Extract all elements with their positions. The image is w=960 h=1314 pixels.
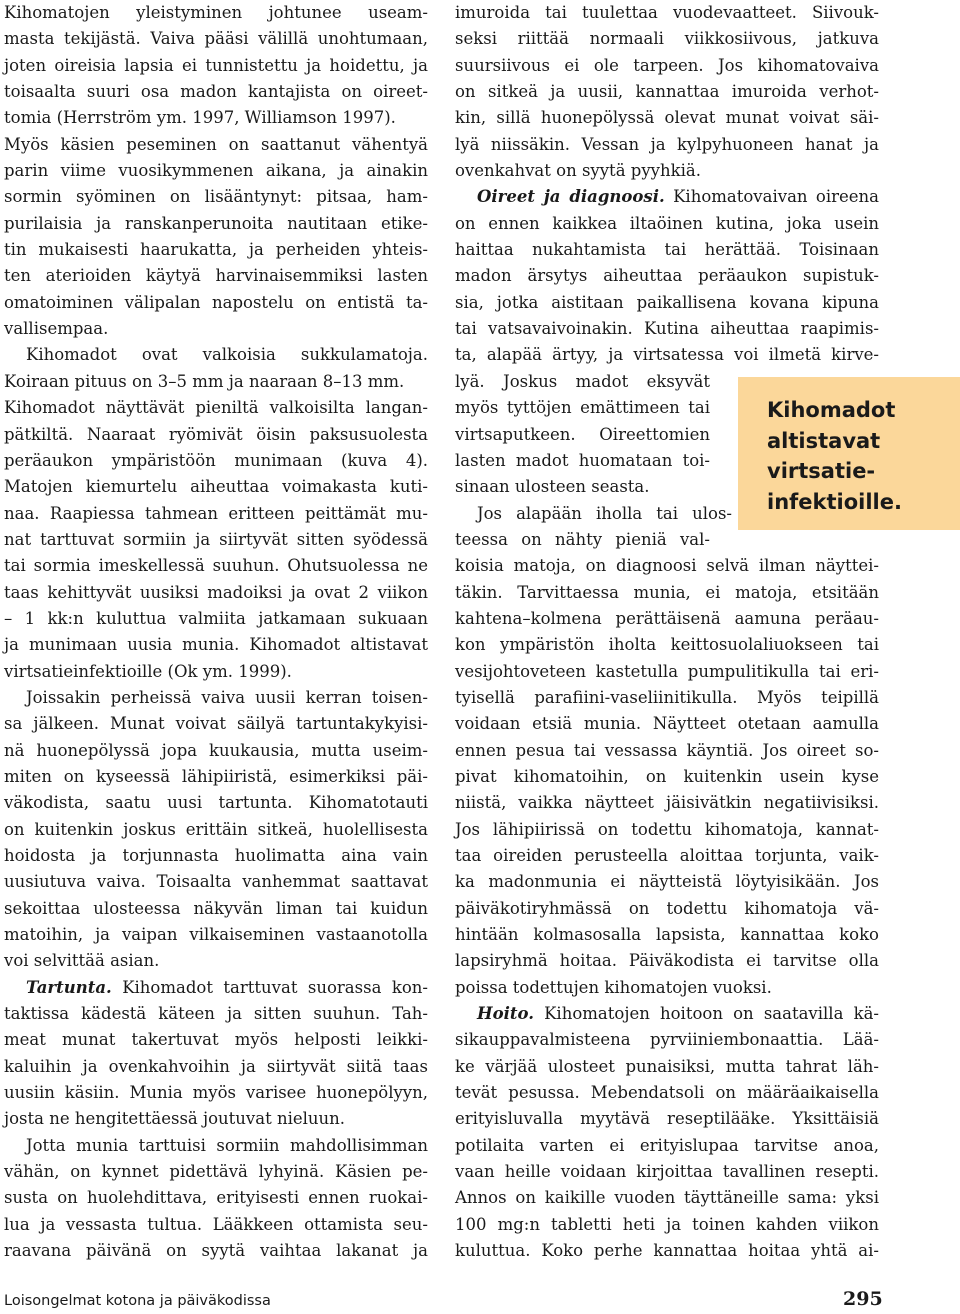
right-column-text-line: tai vatsavaivoinakin. Kutina aiheuttaa raapimis- [455,319,879,339]
left-column-text-line: sa jälkeen. Munat voivat säilyä tartuntakykyisi- [4,714,428,734]
left-column-text-line: sormin syöminen on lisääntynyt: pitsaa, ham- [4,187,428,207]
left-column-text-line: josta ne hengitettäessä joutuvat nieluun. [4,1109,346,1129]
right-column-text-line: ka madonmunia ei näytteistä löytyisikään. Jos [455,872,879,892]
right-column-text-line: vesijohtoveteen kastetulla pumpulitikulla tai eri- [455,661,879,681]
right-column-text-line: virtsaputkeen. Oireettomien [455,424,710,444]
left-column-text-line: uusiutuva vaiva. Toisaalta vanhemmat saattavat [4,872,428,892]
right-column-text-line: ke värjää ulosteet punaisiksi, mutta tahrat läh- [455,1056,879,1076]
pull-quote-line: Kihomadot [767,398,896,422]
right-column-text-line: ennen pesua tai vessassa käyntiä. Jos oireet so- [455,740,879,760]
paragraph-text: Kihomadot tarttuvat suorassa kon- [111,977,428,997]
right-column-text-line [455,184,879,210]
left-column-text-line: Koiraan pituus on 3–5 mm ja naaraan 8–13 mm. [4,371,405,391]
right-column-text-line: päiväkotiryhmässä on todettu kihomatoja vä- [455,898,879,918]
right-column-text-line: pivat kihomatoihin, on kuitenkin usein kyse [455,766,879,786]
right-column-text-line: madon ärsytys aiheuttaa peräaukon supistuk- [455,266,879,286]
pull-quote-line: infektioille. [767,489,902,514]
right-column-text-line: koisia matoja, on diagnoosi selvä ilman näyttei- [455,556,879,576]
left-column-text-line: meat munat takertuvat myös helposti leikki- [4,1030,428,1050]
right-column-text-line: tevät pesussa. Mebendatsoli on määräaikaisella [455,1083,879,1103]
left-column-text-line: Kihomadot näyttävät pieniltä valkoisilta langan- [4,398,428,418]
left-column-text-line: toisaalta suuri osa madon kantajista on oireet- [4,82,428,102]
pull-quote-line: virtsatie- [767,459,876,483]
left-column-text-line: raavana päivänä on syytä vaihtaa lakanat ja [4,1241,428,1261]
left-column-text-line: parin viime vuosikymmenen aikana, ja ainakin [4,161,428,181]
left-column-text-line: hoidosta ja torjunnasta huolimatta aina vain [4,846,428,865]
section-heading: Tartunta. [26,977,112,997]
right-column-text-line [455,1001,879,1027]
right-column [455,0,879,1265]
left-column-text-line: vallisempaa. [4,319,109,339]
right-column-text-line: poissa todettujen kihomatojen vuoksi. [455,977,772,997]
right-column-text-line: potilaita varten ei erityislupaa tarvitse anoa, [455,1135,879,1155]
right-column-text-line: Jos alapään iholla tai ulos- [477,503,732,523]
left-column-text-line: nat tarttuvat sormiin ja siirtyvät sitten syödessä [4,529,428,549]
left-column-text-line: vähän, on kynnet pidettävä lyhyinä. Käsien pe- [4,1162,428,1182]
left-column-text-line: ja munimaan uusia munia. Kihomadot altistavat [4,635,428,655]
left-column-text-line: Jotta munia tarttuisi sormiin mahdollisimman [26,1135,428,1155]
left-column-text-line: purilaisia ja ranskanperunoita nautitaan etike- [4,213,428,233]
left-column-text-line: virtsatieinfektioille (Ok ym. 1999). [4,661,292,681]
right-column-text-line: tyisellä parafiini-vaseliinitikulla. Myös teipillä [455,687,879,707]
left-column-text-line: nä huonepölyssä jopa kuukausia, mutta useim- [4,740,428,760]
right-column-text-line: on sitkeä ja uusii, kannattaa imuroida verhot- [455,82,879,102]
left-column-text-line [4,975,428,1001]
left-column-text-line: kaluihin ja ovenkahvoihin ja siirtyvät siitä taas [4,1056,428,1076]
left-column-text-line: joten oireisia lapsia ei tunnistettu ja hoidettu, ja [4,55,428,75]
right-column-text-line: on ennen kaikkea iltaöinen kutina, joka usein [455,213,879,233]
left-column-text-line: peräaukon ympäristöön munimaan (kuva 4). [4,450,428,470]
right-column-text-line: kuluttua. Koko perhe kannattaa hoitaa yhtä ai- [455,1241,879,1261]
left-column-text-line: taas kehittyvät uusiksi madoiksi ja ovat 2 viikon [4,582,428,602]
right-column-text-line: lasten madot huomataan toi- [455,450,710,470]
right-column-text-line: imuroida tai tuulettaa vuodevaatteet. Siivouk- [455,3,879,22]
left-column-text-line: Matojen kiemurtelu aiheuttaa voimakasta kuti- [4,477,428,497]
left-column-text-line: Kihomadot ovat valkoisia sukkulamatoja. [26,345,428,365]
left-column-text-line: sekoittaa ulosteessa näkyvän liman tai kuidun [4,898,428,918]
right-column-text-line: ta, alapää ärtyy, ja virtsatessa voi ilmetä kirve- [455,345,879,365]
left-column-text-line: Joissakin perheissä vaiva uusii kerran toisen- [26,687,428,707]
right-column-text-line: Jos lähipiirissä on todettu kihomatoja, kannat- [455,819,879,839]
left-column-text-line: tomia (Herrström ym. 1997, Williamson 1997). [4,108,396,128]
left-column-text-line: uusiin käsiin. Munia myös varisee huonepölyyn, [4,1083,428,1103]
left-column-text-line: lua ja vessasta tultua. Lääkkeen ottamista seu- [4,1214,428,1234]
right-column-text-line: haittaa nukahtamista tai herättää. Toisinaan [455,240,879,260]
right-column-text-line: hintään kolmasosalla lapsista, kannattaa koko [455,925,879,945]
right-column-text-line: lyä. Joskus madot eksyvät [455,371,710,391]
left-column-text-line: ten aterioiden käytyä harvinaisemmiksi lasten [4,266,428,286]
right-column-text-line: erityisluvalla myytävä reseptilääke. Yksittäisiä [455,1109,879,1129]
left-column-text-line: Myös käsien peseminen on saattanut vähentyä [4,134,428,154]
left-column-text-line: tin mukaisesti haarukatta, ja perheiden yhteis- [4,240,428,260]
right-column-text-line: lapsiryhmä hoitaa. Päiväkodista ei tarvitse olla [455,951,879,971]
right-column-text-line: seksi riittää normaali viikkosiivous, jatkuva [455,29,879,49]
right-column-text-line: lyä niissäkin. Vessan ja kylpyhuoneen hanat ja [455,134,879,154]
left-column-text-line: taktissa kädestä käteen ja sitten suuhun. Tah- [4,1004,428,1024]
left-column-text-line: on kuitenkin joskus erittäin sitkeä, huolellisesta [4,819,428,839]
right-column-text-line: taa oireiden perusteella aloittaa torjunta, vaik- [455,846,879,865]
right-column-text-line: kin, sillä huonepölyssä olevat munat voivat säi- [455,108,879,128]
left-column-text-line: voi selvittää asian. [4,951,160,971]
left-column-text-line: pätkiltä. Naaraat ryömivät öisin paksusuolesta [4,424,428,444]
paragraph-text: Kihomatovaivan oireena [664,187,879,207]
pull-quote-line: altistavat [767,428,881,453]
right-column-text-line: Annos on kaikille vuoden täyttäneille sama: yksi [455,1188,879,1208]
page-number: 295 [843,1288,883,1310]
right-column-text-line: kahtena–kolmena perättäisenä aamuna peräau- [455,608,879,628]
left-column-text-line: – 1 kk:n kuluttua valmiita jatkamaan sukuaan [4,608,428,628]
left-column-text-line: väkodista, saatu uusi tartunta. Kihomatotauti [4,793,428,813]
left-column-text-line: omatoiminen välipalan napostelu on entistä ta- [4,292,428,312]
right-column-text-line: niistä, vaikka näytteet jäisivätkin negatiivisiksi. [455,793,879,813]
left-column [4,0,428,1265]
left-column-text-line: miten on kyseessä lähipiiristä, esimerkiksi päi- [4,766,428,786]
left-column-text-line: matoihin, ja vaipan vilkaiseminen vastaanotolla [4,925,428,945]
right-column-text-line: voidaan etsiä munia. Näytteet otetaan aamulla [455,714,879,734]
right-column-text-line: sinaan ulosteen seasta. [455,477,650,497]
right-column-text-line: sikauppavalmisteena pyrviiniembonaattia. Lää- [455,1030,879,1050]
right-column-text-line: sia, jotka aistitaan paikallisena kovana kipuna [455,292,879,312]
right-column-text-line: 100 mg:n tabletti heti ja toinen kahden viikon [455,1214,879,1234]
left-column-text-line: masta tekijästä. Vaiva pääsi välillä unohtumaan, [4,29,428,49]
pull-quote-text [767,395,957,517]
right-column-text-line: kon ympäristön iholta keittosuolaliuokseen tai [455,635,879,655]
right-column-text-line: täkin. Tarvittaessa munia, ei matoja, etsitään [455,582,879,602]
right-column-text-line: vaan heille voidaan kirjoittaa tavallinen resepti. [455,1162,879,1182]
section-heading: Oireet ja diagnoosi. [477,187,665,207]
left-column-text-line: susta on huolehdittava, erityisesti ennen ruokai- [4,1188,428,1208]
left-column-text-line: Kihomatojen yleistyminen johtunee useam- [4,3,428,22]
right-column-text-line: teessa on nähty pieniä val- [455,529,710,549]
right-column-text-line: myös tyttöjen emättimeen tai [455,398,710,418]
right-column-text-line: suursiivous ei ole tarpeen. Jos kihomatovaiva [455,55,879,75]
right-column-text-line: ovenkahvat on syytä pyyhkiä. [455,161,701,181]
running-footer-title: Loisongelmat kotona ja päiväkodissa [4,1293,271,1309]
left-column-text-line: naa. Raapiessa tahmean eritteen peittämät mu- [4,503,428,523]
pull-quote-box [738,377,960,530]
left-column-text-line: tai sormia imeskellessä suuhun. Ohutsuolessa ne [4,556,428,576]
paragraph-text: Kihomatojen hoitoon on saatavilla kä- [533,1004,879,1024]
section-heading: Hoito. [477,1004,534,1024]
